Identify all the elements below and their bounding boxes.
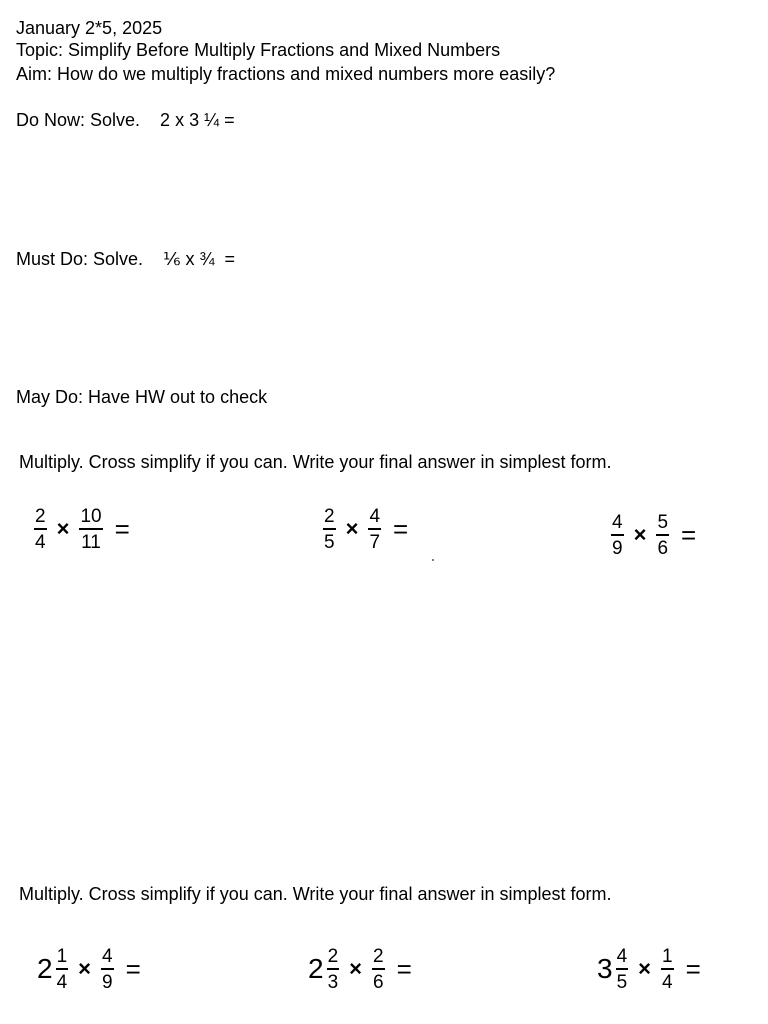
fraction xyxy=(323,506,336,553)
times-sign: × xyxy=(638,956,652,982)
fraction xyxy=(56,946,69,993)
fraction xyxy=(79,506,102,553)
fraction-bar xyxy=(616,968,629,970)
numerator: 1 xyxy=(662,946,673,967)
problem-2 xyxy=(323,506,408,553)
section2-instruction: Multiply. Cross simplify if you can. Write your final answer in simplest form. xyxy=(19,884,612,904)
aim-line: Aim: How do we multiply fractions and mixed numbers more easily? xyxy=(16,64,556,84)
fraction-bar xyxy=(323,528,336,530)
fraction-bar xyxy=(101,968,114,970)
numerator: 4 xyxy=(369,506,381,527)
fraction xyxy=(616,946,629,993)
equals-sign: = xyxy=(125,953,141,984)
fraction-bar xyxy=(372,968,385,970)
fraction xyxy=(368,506,381,553)
fraction-bar xyxy=(611,534,624,536)
denominator: 4 xyxy=(35,531,46,553)
numerator: 4 xyxy=(616,946,628,967)
problem-6 xyxy=(597,946,701,993)
section1-instruction: Multiply. Cross simplify if you can. Write your final answer in simplest form. xyxy=(19,452,612,472)
problem-3 xyxy=(611,512,696,559)
equals-sign: = xyxy=(114,513,130,544)
may-do-line: May Do: Have HW out to check xyxy=(16,387,268,407)
topic-line: Topic: Simplify Before Multiply Fractions and Mixed Numbers xyxy=(16,40,501,60)
problem-1 xyxy=(34,506,130,553)
times-sign: × xyxy=(633,522,647,548)
date-line: January 2*5, 2025 xyxy=(16,18,163,38)
numerator: 10 xyxy=(80,506,102,527)
fraction xyxy=(34,506,47,553)
denominator: 9 xyxy=(102,971,113,993)
fraction-bar xyxy=(56,968,69,970)
denominator: 4 xyxy=(662,971,673,993)
fraction xyxy=(656,512,669,559)
problem-4 xyxy=(37,946,141,993)
numerator: 4 xyxy=(612,512,623,533)
times-sign: × xyxy=(345,516,359,542)
numerator: 2 xyxy=(327,946,339,967)
denominator: 3 xyxy=(327,971,339,993)
whole-number: 3 xyxy=(597,953,613,985)
denominator: 5 xyxy=(324,531,335,553)
problem-5 xyxy=(308,946,412,993)
numerator: 5 xyxy=(657,512,669,533)
numerator: 2 xyxy=(35,506,46,527)
fraction-bar xyxy=(368,528,381,530)
numerator: 2 xyxy=(373,946,384,967)
do-now-line: Do Now: Solve. 2 x 3 ¼ = xyxy=(16,110,235,130)
equals-sign: = xyxy=(396,953,412,984)
whole-number: 2 xyxy=(308,953,324,985)
must-do-line: Must Do: Solve. ⅙ x ¾ = xyxy=(16,249,236,269)
denominator: 4 xyxy=(56,971,68,993)
whole-number: 2 xyxy=(37,953,53,985)
denominator: 6 xyxy=(657,537,669,559)
fraction xyxy=(372,946,385,993)
fraction-bar xyxy=(656,534,669,536)
fraction xyxy=(611,512,624,559)
stray-mark xyxy=(432,559,434,561)
equals-sign: = xyxy=(685,953,701,984)
denominator: 11 xyxy=(81,531,101,553)
fraction-bar xyxy=(661,968,674,970)
denominator: 9 xyxy=(612,537,623,559)
fraction xyxy=(101,946,114,993)
denominator: 7 xyxy=(369,531,381,553)
fraction-bar xyxy=(34,528,47,530)
fraction-bar xyxy=(327,968,340,970)
equals-sign: = xyxy=(681,519,697,550)
numerator: 1 xyxy=(56,946,68,967)
fraction xyxy=(661,946,674,993)
numerator: 2 xyxy=(324,506,335,527)
denominator: 5 xyxy=(616,971,628,993)
times-sign: × xyxy=(78,956,92,982)
times-sign: × xyxy=(349,956,363,982)
times-sign: × xyxy=(56,516,70,542)
fraction xyxy=(327,946,340,993)
denominator: 6 xyxy=(373,971,384,993)
numerator: 4 xyxy=(102,946,113,967)
equals-sign: = xyxy=(393,513,409,544)
fraction-bar xyxy=(79,528,102,530)
